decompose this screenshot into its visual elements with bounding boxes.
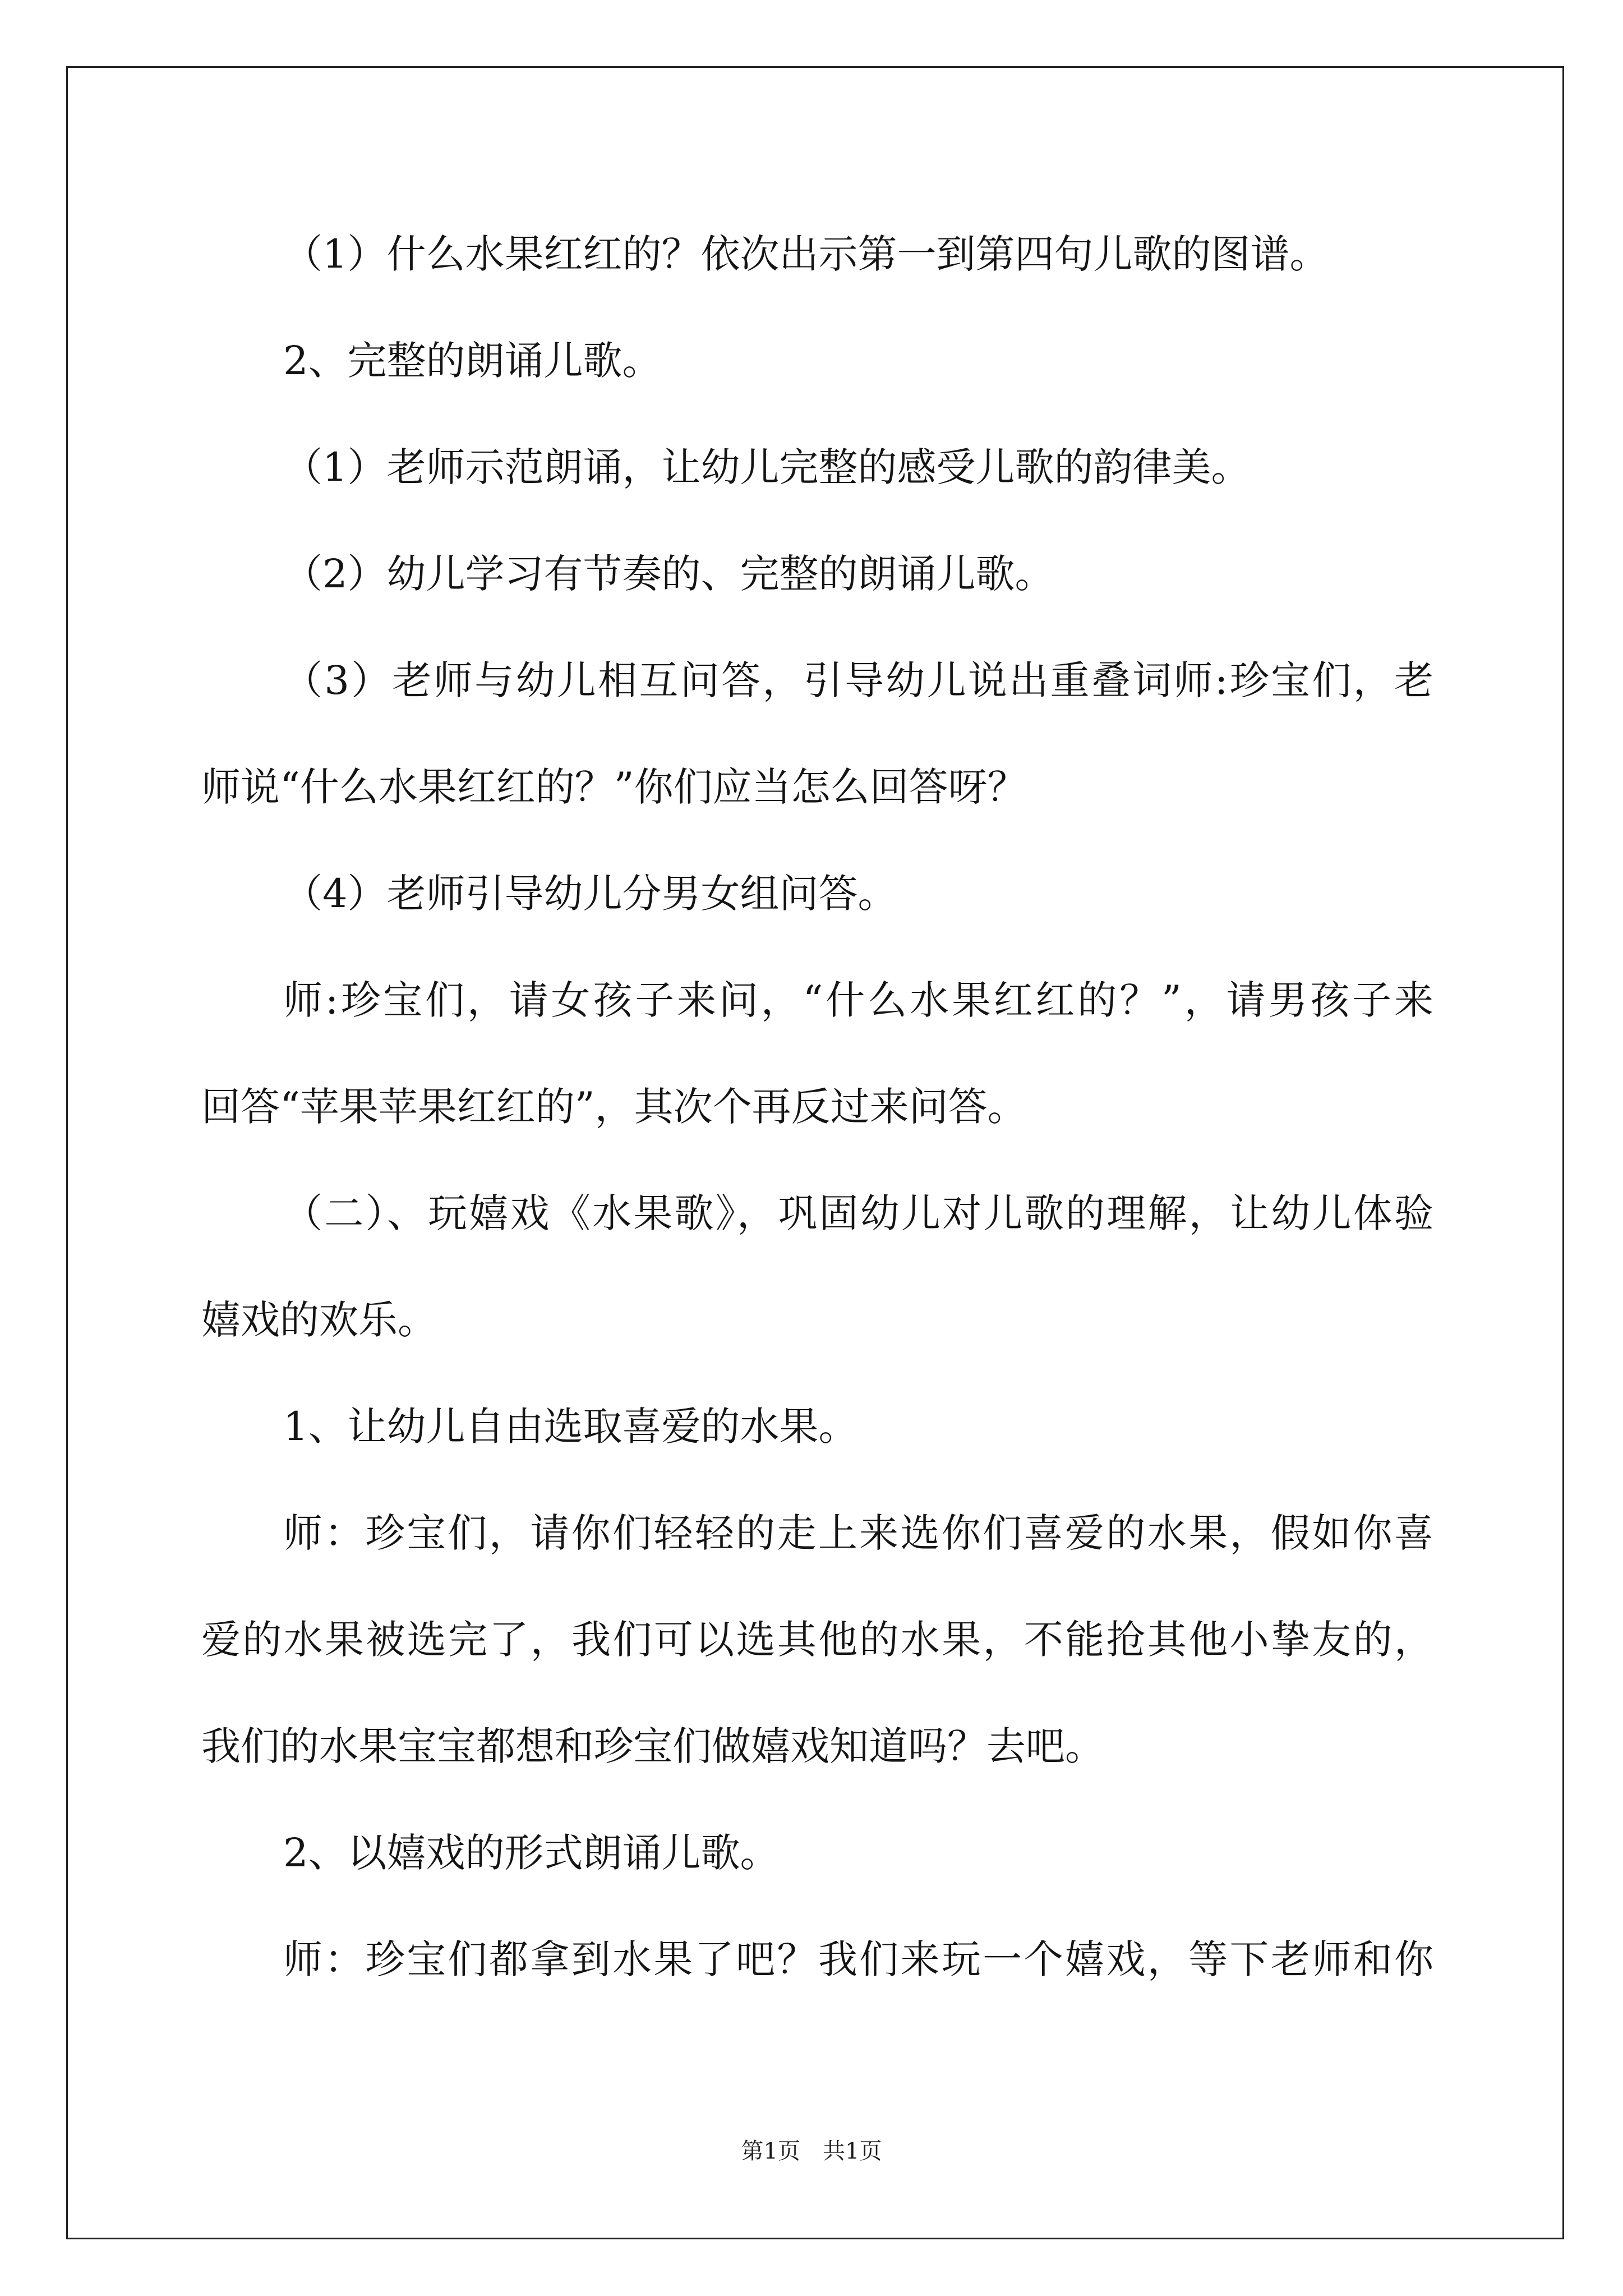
page-footer [0,2137,1623,2165]
paragraph [201,1160,1433,1373]
text-line: （二）、玩嬉戏《水果歌》，巩固幼儿对儿歌的理解，让幼儿体验 [283,1190,1433,1236]
paragraph [201,840,1433,947]
text-line: （3）老师与幼儿相互问答，引导幼儿说出重叠词师:珍宝们，老 [283,657,1433,703]
paragraph [201,1373,1433,1480]
text-line: （1）老师示范朗诵，让幼儿完整的感受儿歌的韵律美。 [283,444,1251,490]
paragraph [201,414,1433,521]
text-line: 师：珍宝们，请你们轻轻的走上来选你们喜爱的水果，假如你喜 [283,1510,1433,1556]
text-line: 我们的水果宝宝都想和珍宝们做嬉戏知道吗？去吧。 [201,1723,1104,1769]
text-line: 师：珍宝们都拿到水果了吧？我们来玩一个嬉戏，等下老师和你 [283,1936,1433,1982]
paragraph [201,947,1433,1160]
paragraph [201,307,1433,414]
paragraph [201,627,1433,840]
text-line: 爱的水果被选完了，我们可以选其他的水果，不能抢其他小挚友的， [201,1617,1433,1663]
text-line: 回答“苹果苹果红红的”，其次个再反过来问答。 [201,1084,1027,1130]
text-line: 师:珍宝们，请女孩子来问，“什么水果红红的？”，请男孩子来 [283,977,1433,1023]
text-line: （4）老师引导幼儿分男女组问答。 [283,871,897,917]
text-line: （1）什么水果红红的？依次出示第一到第四句儿歌的图谱。 [283,231,1329,277]
text-line: （2）幼儿学习有节奏的、完整的朗诵儿歌。 [283,551,1054,597]
text-line: 2、完整的朗诵儿歌。 [283,338,662,384]
paragraph [201,521,1433,627]
paragraph [201,201,1433,307]
text-line: 嬉戏的欢乐。 [201,1297,437,1343]
text-line: 2、以嬉戏的形式朗诵儿歌。 [283,1830,780,1876]
paragraph [201,1800,1433,1906]
text-line: 师说“什么水果红红的？”你们应当怎么回答呀？ [201,764,1027,810]
document-body [201,201,1433,2013]
page-number-label: 第1页 共1页 [741,2138,882,2164]
paragraph [201,1906,1433,2013]
paragraph [201,1480,1433,1800]
text-line: 1、让幼儿自由选取喜爱的水果。 [283,1404,858,1450]
